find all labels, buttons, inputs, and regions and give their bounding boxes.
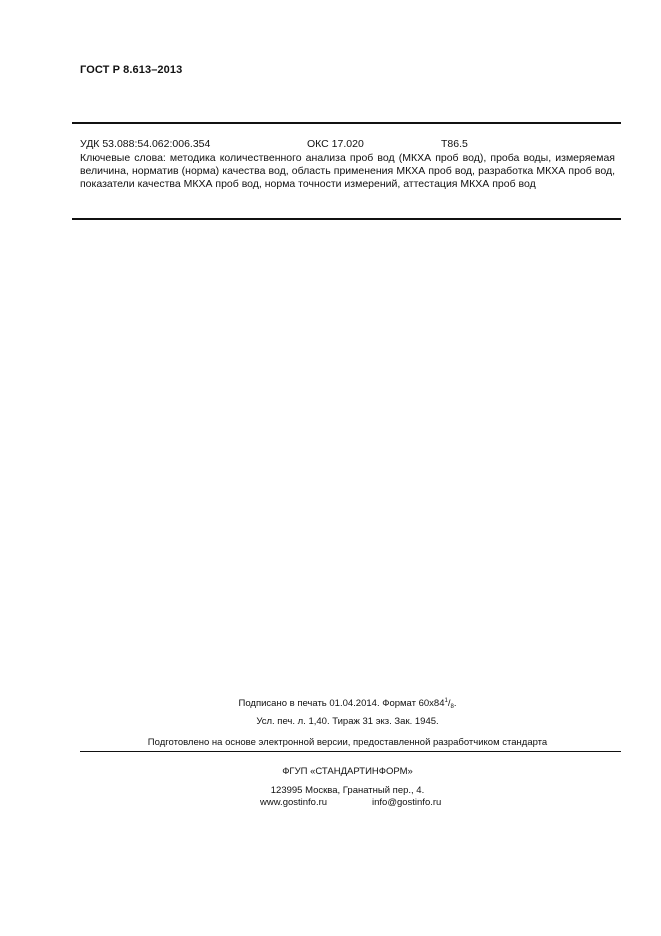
format-separator: / — [447, 698, 451, 709]
signed-text: Подписано в печать 01.04.2014. Формат 60х84 — [238, 698, 445, 709]
imprint-divider — [80, 751, 621, 752]
oks-code: ОКС 17.020 — [307, 138, 364, 150]
publisher-name: ФГУП «СТАНДАРТИНФОРМ» — [282, 766, 413, 777]
keywords-paragraph: Ключевые слова: методика количественного анализа проб вод (МКХА проб вод), проба воды, измеряемая величина, норматив (норма) качества вод, область применения МКХА проб вод, разработка МКХА проб вод, показатели качества МКХА проб вод, норма точности измерений, аттестация МКХА проб вод — [80, 152, 615, 190]
format-superscript: 1 — [444, 698, 448, 704]
top-divider — [72, 122, 621, 124]
format-subscript: 8 — [450, 704, 454, 710]
website-link[interactable]: www.gostinfo.ru — [260, 797, 328, 808]
document-code: ГОСТ Р 8.613–2013 — [80, 64, 183, 76]
prepared-note: Подготовлено на основе электронной версии, предоставленной разработчиком стандарта — [147, 737, 548, 748]
email-link[interactable]: info@gostinfo.ru — [372, 797, 442, 808]
udk-code: УДК 53.088:54.062:006.354 — [80, 138, 211, 150]
signed-to-print-line — [80, 698, 615, 709]
publisher-address: 123995 Москва, Гранатный пер., 4. — [270, 785, 425, 796]
classification-row — [80, 138, 616, 152]
bottom-divider — [72, 218, 621, 220]
print-sheets-line: Усл. печ. л. 1,40. Тираж 31 экз. Зак. 1945. — [256, 716, 439, 727]
signed-suffix: . — [453, 698, 457, 709]
t-code: Т86.5 — [441, 138, 468, 150]
